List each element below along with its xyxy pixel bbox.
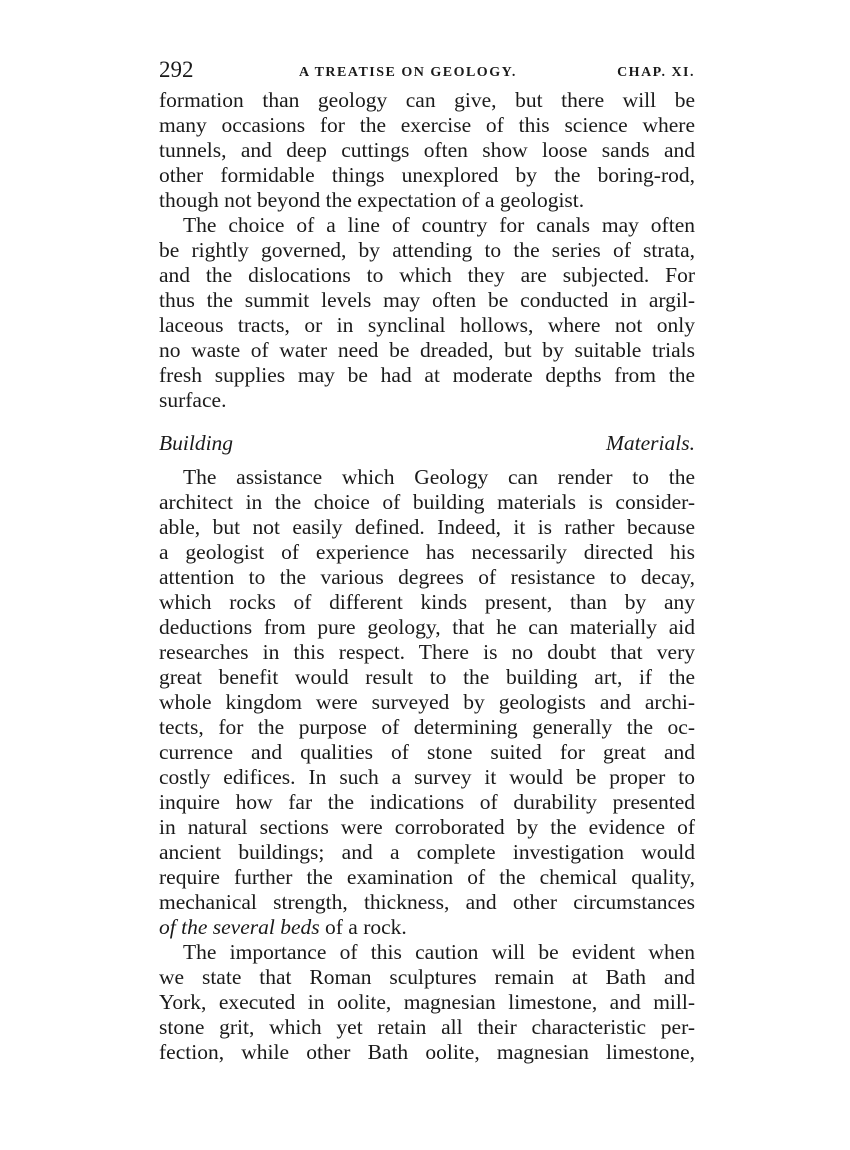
section-heading: Building Materials. (159, 431, 695, 455)
text-line: formation than geology can give, but there will be (159, 88, 695, 112)
text-line: attention to the various degrees of resistance to decay, (159, 565, 695, 589)
text-fragment: of a rock. (319, 915, 407, 939)
text-line: fresh supplies may be had at moderate depths from the (159, 363, 695, 387)
text-line: no waste of water need be dreaded, but by suitable trials (159, 338, 695, 362)
text-line: stone grit, which yet retain all their characteristic per- (159, 1015, 695, 1039)
text-line: ancient buildings; and a complete investigation would (159, 840, 695, 864)
text-line: inquire how far the indications of durability presented (159, 790, 695, 814)
text-line: deductions from pure geology, that he can materially aid (159, 615, 695, 639)
text-line: fection, while other Bath oolite, magnesian limestone, (159, 1040, 695, 1064)
text-line: in natural sections were corroborated by the evidence of (159, 815, 695, 839)
text-line: thus the summit levels may often be conducted in argil- (159, 288, 695, 312)
text-line: able, but not easily defined. Indeed, it is rather because (159, 515, 695, 539)
body-text (159, 88, 695, 1065)
text-line: which rocks of different kinds present, than by any (159, 590, 695, 614)
text-line: The choice of a line of country for canals may often (183, 213, 695, 237)
text-line: tunnels, and deep cuttings often show loose sands and (159, 138, 695, 162)
text-line: be rightly governed, by attending to the series of strata, (159, 238, 695, 262)
paragraph-roman-sculptures (159, 940, 695, 1065)
chapter-label: CHAP. XI. (617, 65, 695, 80)
text-line: great benefit would result to the building art, if the (159, 665, 695, 689)
paragraph-canals (159, 213, 695, 413)
text-line: The importance of this caution will be evident when (183, 940, 695, 964)
text-line: costly edifices. In such a survey it would be proper to (159, 765, 695, 789)
text-line: architect in the choice of building materials is consider- (159, 490, 695, 514)
text-line: whole kingdom were surveyed by geologists and archi- (159, 690, 695, 714)
text-line: though not beyond the expectation of a geologist. (159, 188, 585, 212)
running-head (159, 58, 695, 88)
book-page (159, 58, 695, 1065)
text-line (159, 915, 695, 940)
text-line: we state that Roman sculptures remain at Bath and (159, 965, 695, 989)
text-line: a geologist of experience has necessarily directed his (159, 540, 695, 564)
text-line: The assistance which Geology can render to the (183, 465, 695, 489)
text-line: mechanical strength, thickness, and other circumstances (159, 890, 695, 914)
text-line: laceous tracts, or in synclinal hollows, where not only (159, 313, 695, 337)
text-line: many occasions for the exercise of this science where (159, 113, 695, 137)
text-line: currence and qualities of stone suited for great and (159, 740, 695, 764)
text-line: and the dislocations to which they are subjected. For (159, 263, 695, 287)
text-line: researches in this respect. There is no doubt that very (159, 640, 695, 664)
paragraph-building-materials (159, 465, 695, 940)
italic-phrase: of the several beds (159, 915, 320, 939)
text-line: other formidable things unexplored by the boring-rod, (159, 163, 695, 187)
page-number: 292 (159, 57, 194, 82)
text-line: tects, for the purpose of determining generally the oc- (159, 715, 695, 739)
paragraph-canals-intro (159, 88, 695, 213)
text-line: surface. (159, 388, 227, 412)
book-title: A TREATISE ON GEOLOGY. (299, 65, 517, 80)
text-line: York, executed in oolite, magnesian limestone, and mill- (159, 990, 695, 1014)
text-line: require further the examination of the chemical quality, (159, 865, 695, 889)
